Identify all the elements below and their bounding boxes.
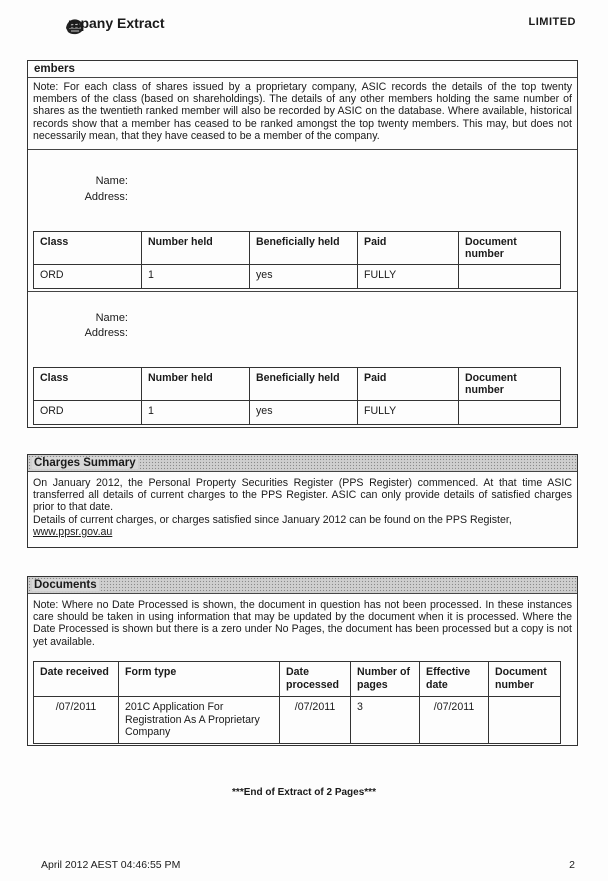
documents-note: Note: Where no Date Processed is shown, the document in question has not been processed. In these instances care should be taken in using information that may be updated by the document when it is processed. Where the Date Processed is shown but there is a zero under No Pages, the document has been processed but a copy is not yet available.: [33, 599, 572, 648]
members-heading: embers: [28, 61, 577, 78]
member-2-name-label: Name:: [95, 312, 128, 324]
cell-form-type: 201C Application For Registration As A Proprietary Company: [119, 697, 280, 744]
table-row: [34, 265, 561, 289]
col-document-number: Document number: [489, 662, 561, 697]
documents-heading: Documents: [28, 577, 577, 594]
ppsr-link[interactable]: www.ppsr.gov.au: [33, 525, 113, 538]
cell-paid: FULLY: [358, 401, 459, 425]
charges-section: [27, 454, 578, 548]
col-document-number: Document number: [459, 368, 561, 401]
documents-table: [33, 661, 561, 744]
cell-class: ORD: [34, 265, 142, 289]
holdings-table-1: [33, 231, 561, 289]
cell-number-held: 1: [142, 265, 250, 289]
cell-pages: 3: [351, 697, 420, 744]
col-effective-date: Effective date: [420, 662, 489, 697]
col-date-received: Date received: [34, 662, 119, 697]
col-form-type: Form type: [119, 662, 280, 697]
cell-date-processed: /07/2011: [280, 697, 351, 744]
charges-text-2: Details of current charges, or charges satisfied since January 2012 can be found on the PPS Register,: [33, 513, 512, 526]
col-beneficially-held: Beneficially held: [250, 368, 358, 401]
print-timestamp: April 2012 AEST 04:46:55 PM: [41, 859, 181, 871]
company-suffix: LIMITED: [528, 16, 576, 28]
col-beneficially-held: Beneficially held: [250, 232, 358, 265]
col-number-of-pages: Number of pages: [351, 662, 420, 697]
page-number: 2: [569, 859, 575, 871]
cell-beneficially-held: yes: [250, 265, 358, 289]
charges-text: On January 2012, the Personal Property Securities Register (PPS Register) commenced. At that time ASIC transferred all details of current charges to the PPS Register. ASIC can only provide details of satisfied charges prior to that date.: [33, 477, 572, 514]
cell-document-number: [459, 401, 561, 425]
table-row: [34, 697, 561, 744]
col-paid: Paid: [358, 232, 459, 265]
cell-beneficially-held: yes: [250, 401, 358, 425]
charges-heading: Charges Summary: [28, 455, 577, 472]
member-1-name-label: Name:: [95, 175, 128, 187]
col-class: Class: [34, 232, 142, 265]
col-number-held: Number held: [142, 368, 250, 401]
member-2-address-label: Address:: [84, 327, 128, 339]
cell-number-held: 1: [142, 401, 250, 425]
end-of-extract: ***End of Extract of 2 Pages***: [232, 787, 376, 798]
col-paid: Paid: [358, 368, 459, 401]
col-number-held: Number held: [142, 232, 250, 265]
members-note: Note: For each class of shares issued by a proprietary company, ASIC records the details of the top twenty members of the class (based on shareholdings). The details of any other members holding the same number of shares as the twentieth ranked member will also be recorded by ASIC on the database. Where available, historical records show that a member has ceased to be ranked amongst the top twenty members. This may, but does not necessarily mean, that they have ceased to be a member of the company.: [33, 81, 572, 142]
cell-class: ORD: [34, 401, 142, 425]
col-class: Class: [34, 368, 142, 401]
members-section: [27, 60, 578, 428]
cell-effective-date: /07/2011: [420, 697, 489, 744]
col-date-processed: Date processed: [280, 662, 351, 697]
cell-date-received: /07/2011: [34, 697, 119, 744]
cell-document-number: [459, 265, 561, 289]
table-row: [34, 401, 561, 425]
documents-section: [27, 576, 578, 746]
cell-paid: FULLY: [358, 265, 459, 289]
page-title: mpany Extract: [68, 15, 165, 31]
cell-document-number: [489, 697, 561, 744]
holdings-table-2: [33, 367, 561, 425]
col-document-number: Document number: [459, 232, 561, 265]
member-1-address-label: Address:: [84, 191, 128, 203]
